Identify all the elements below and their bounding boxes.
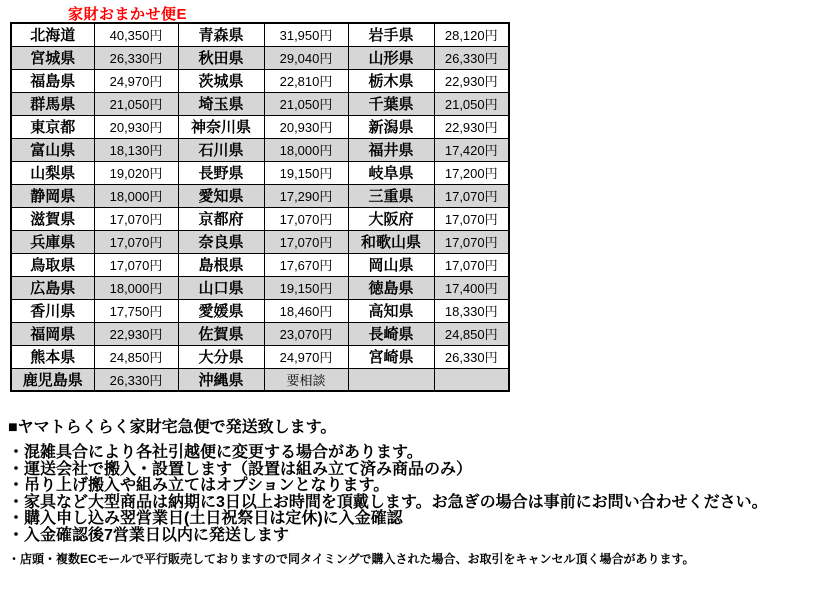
fee-cell: 20,930円 — [264, 115, 348, 138]
prefecture-cell: 宮城県 — [11, 46, 94, 69]
prefecture-cell: 長崎県 — [348, 322, 434, 345]
fee-cell: 17,070円 — [264, 207, 348, 230]
notes-heading: ■ヤマトらくらく家財宅急便で発送致します。 — [8, 419, 337, 436]
page-title: 家財おまかせ便E — [68, 6, 188, 23]
prefecture-cell: 静岡県 — [11, 184, 94, 207]
prefecture-cell: 東京都 — [11, 115, 94, 138]
prefecture-cell: 沖縄県 — [178, 368, 264, 391]
table-row — [11, 368, 509, 391]
fee-cell — [434, 368, 509, 391]
shipping-notes — [8, 419, 814, 566]
prefecture-cell: 富山県 — [11, 138, 94, 161]
prefecture-cell: 愛知県 — [178, 184, 264, 207]
prefecture-cell: 秋田県 — [178, 46, 264, 69]
table-row — [11, 46, 509, 69]
prefecture-cell: 山口県 — [178, 276, 264, 299]
table-row — [11, 276, 509, 299]
fee-cell: 17,070円 — [434, 253, 509, 276]
fee-cell: 17,070円 — [264, 230, 348, 253]
fee-cell: 26,330円 — [94, 368, 178, 391]
fee-cell: 29,040円 — [264, 46, 348, 69]
note-bullet: ・入金確認後7営業日以内に発送します — [8, 526, 289, 544]
prefecture-cell: 長野県 — [178, 161, 264, 184]
fee-cell: 17,070円 — [94, 207, 178, 230]
fee-cell: 17,070円 — [94, 230, 178, 253]
note-bullet: ・家具など大型商品は納期に3日以上お時間を頂戴します。お急ぎの場合は事前にお問い合わせください。 — [8, 493, 768, 511]
fee-cell: 19,150円 — [264, 161, 348, 184]
note-bullet: ・吊り上げ搬入や組み立てはオプションとなります。 — [8, 477, 390, 494]
prefecture-cell: 鹿児島県 — [11, 368, 94, 391]
fee-cell: 19,150円 — [264, 276, 348, 299]
prefecture-cell: 京都府 — [178, 207, 264, 230]
table-row — [11, 23, 509, 46]
table-row — [11, 184, 509, 207]
prefecture-cell: 福島県 — [11, 69, 94, 92]
prefecture-cell: 山梨県 — [11, 161, 94, 184]
prefecture-cell: 新潟県 — [348, 115, 434, 138]
fee-cell: 17,750円 — [94, 299, 178, 322]
table-row — [11, 299, 509, 322]
table-row — [11, 207, 509, 230]
prefecture-cell: 島根県 — [178, 253, 264, 276]
prefecture-cell: 福岡県 — [11, 322, 94, 345]
fee-cell: 17,070円 — [94, 253, 178, 276]
fee-cell: 17,070円 — [434, 230, 509, 253]
fee-cell: 17,400円 — [434, 276, 509, 299]
fee-cell: 17,070円 — [434, 207, 509, 230]
prefecture-cell: 宮崎県 — [348, 345, 434, 368]
notes-bullet-list — [8, 445, 814, 544]
table-row — [11, 115, 509, 138]
prefecture-cell: 奈良県 — [178, 230, 264, 253]
shipping-fee-table — [10, 22, 510, 392]
prefecture-cell: 神奈川県 — [178, 115, 264, 138]
fee-cell: 18,460円 — [264, 299, 348, 322]
fee-cell: 26,330円 — [94, 46, 178, 69]
fee-cell: 40,350円 — [94, 23, 178, 46]
prefecture-cell: 徳島県 — [348, 276, 434, 299]
table-row — [11, 161, 509, 184]
note-bullet: ・混雑具合により各社引越便に変更する場合があります。 — [8, 444, 423, 461]
fee-cell: 18,000円 — [94, 184, 178, 207]
fee-cell: 17,290円 — [264, 184, 348, 207]
table-row — [11, 138, 509, 161]
prefecture-cell: 青森県 — [178, 23, 264, 46]
table-row — [11, 92, 509, 115]
fee-cell: 17,070円 — [434, 184, 509, 207]
prefecture-cell: 大分県 — [178, 345, 264, 368]
prefecture-cell: 石川県 — [178, 138, 264, 161]
fee-cell: 26,330円 — [434, 46, 509, 69]
fee-cell: 21,050円 — [434, 92, 509, 115]
prefecture-cell: 鳥取県 — [11, 253, 94, 276]
prefecture-cell: 兵庫県 — [11, 230, 94, 253]
prefecture-cell: 滋賀県 — [11, 207, 94, 230]
note-bullet: ・購入申し込み翌営業日(土日祝祭日は定休)に入金確認 — [8, 510, 403, 527]
table-row — [11, 345, 509, 368]
fee-cell: 26,330円 — [434, 345, 509, 368]
fee-cell: 18,000円 — [264, 138, 348, 161]
prefecture-cell: 三重県 — [348, 184, 434, 207]
fee-table-body — [11, 23, 509, 391]
prefecture-cell: 岐阜県 — [348, 161, 434, 184]
prefecture-cell: 大阪府 — [348, 207, 434, 230]
notes-small-print: ・店頭・複数ECモールで平行販売しておりますので同タイミングで購入された場合、お取引をキャンセル頂く場合があります。 — [8, 552, 695, 566]
fee-cell: 22,930円 — [94, 322, 178, 345]
fee-cell: 18,330円 — [434, 299, 509, 322]
fee-cell: 23,070円 — [264, 322, 348, 345]
fee-cell: 20,930円 — [94, 115, 178, 138]
fee-cell: 24,970円 — [94, 69, 178, 92]
prefecture-cell: 和歌山県 — [348, 230, 434, 253]
prefecture-cell: 千葉県 — [348, 92, 434, 115]
prefecture-cell — [348, 368, 434, 391]
prefecture-cell: 広島県 — [11, 276, 94, 299]
prefecture-cell: 熊本県 — [11, 345, 94, 368]
prefecture-cell: 岩手県 — [348, 23, 434, 46]
fee-cell: 24,970円 — [264, 345, 348, 368]
prefecture-cell: 高知県 — [348, 299, 434, 322]
fee-cell: 24,850円 — [94, 345, 178, 368]
prefecture-cell: 愛媛県 — [178, 299, 264, 322]
prefecture-cell: 山形県 — [348, 46, 434, 69]
table-row — [11, 69, 509, 92]
fee-cell: 21,050円 — [94, 92, 178, 115]
fee-cell: 要相談 — [264, 368, 348, 391]
prefecture-cell: 福井県 — [348, 138, 434, 161]
prefecture-cell: 栃木県 — [348, 69, 434, 92]
fee-cell: 19,020円 — [94, 161, 178, 184]
fee-cell: 28,120円 — [434, 23, 509, 46]
prefecture-cell: 群馬県 — [11, 92, 94, 115]
fee-cell: 17,420円 — [434, 138, 509, 161]
fee-cell: 18,130円 — [94, 138, 178, 161]
prefecture-cell: 茨城県 — [178, 69, 264, 92]
prefecture-cell: 岡山県 — [348, 253, 434, 276]
fee-cell: 31,950円 — [264, 23, 348, 46]
fee-cell: 22,930円 — [434, 69, 509, 92]
fee-cell: 17,200円 — [434, 161, 509, 184]
prefecture-cell: 北海道 — [11, 23, 94, 46]
fee-cell: 24,850円 — [434, 322, 509, 345]
table-row — [11, 253, 509, 276]
note-bullet: ・運送会社で搬入・設置します（設置は組み立て済み商品のみ） — [8, 460, 473, 478]
fee-cell: 18,000円 — [94, 276, 178, 299]
prefecture-cell: 香川県 — [11, 299, 94, 322]
fee-cell: 22,930円 — [434, 115, 509, 138]
fee-cell: 17,670円 — [264, 253, 348, 276]
fee-cell: 21,050円 — [264, 92, 348, 115]
prefecture-cell: 埼玉県 — [178, 92, 264, 115]
table-row — [11, 322, 509, 345]
prefecture-cell: 佐賀県 — [178, 322, 264, 345]
table-row — [11, 230, 509, 253]
fee-cell: 22,810円 — [264, 69, 348, 92]
